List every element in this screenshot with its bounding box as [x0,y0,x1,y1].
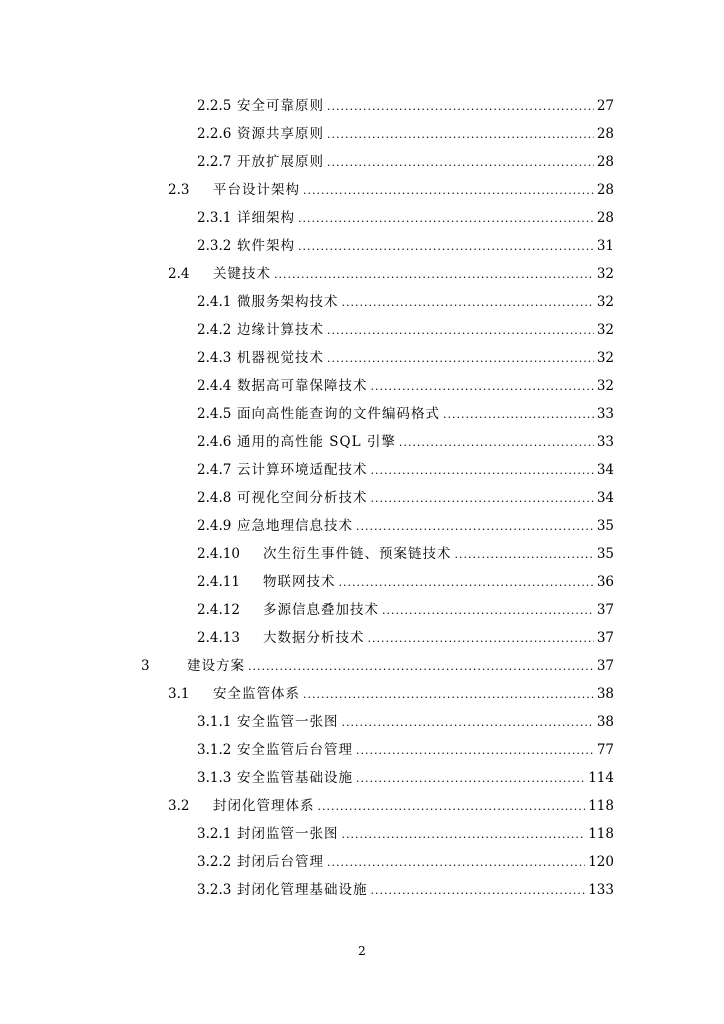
toc-entry[interactable] [197,708,614,730]
toc-entry-number: 2.4.11 [197,574,240,590]
toc-entry-page: 38 [596,686,614,702]
toc-entry-title: 安全监管后台管理 [237,742,353,758]
toc-leader-dots [382,604,594,618]
toc-entry[interactable] [168,260,614,282]
toc-entry[interactable] [197,428,614,450]
toc-leader-dots [455,548,594,562]
toc-leader-dots [327,100,594,114]
toc-entry-title: 安全监管一张图 [237,714,339,730]
toc-entry-page: 28 [596,126,614,142]
toc-entry[interactable] [197,736,614,758]
toc-entry-title: 详细架构 [237,210,295,226]
toc-leader-dots [342,828,586,842]
toc-entry-page: 34 [596,490,614,506]
toc-entry-title: 安全监管体系 [213,686,300,702]
toc-leader-dots [371,380,594,394]
toc-entry-title: 边缘计算技术 [237,322,324,338]
toc-entry-page: 133 [588,882,614,898]
toc-entry[interactable] [197,232,614,254]
toc-entry-page: 37 [596,630,614,646]
toc-entry-page: 32 [596,294,614,310]
toc-entry-title: 机器视觉技术 [237,350,324,366]
toc-entry-page: 32 [596,350,614,366]
toc-entry-title: 多源信息叠加技术 [263,602,379,618]
toc-entry-title: 开放扩展原则 [237,154,324,170]
toc-entry-page: 35 [596,518,614,534]
toc-entry-page: 118 [588,826,614,842]
toc-entry-number: 3.2.3 [197,882,232,898]
toc-entry-title: 数据高可靠保障技术 [237,378,368,394]
toc-entry-number: 2.4.4 [197,378,232,394]
toc-entry-number: 2.4 [168,266,190,282]
toc-entry-number: 3 [141,658,150,674]
toc-leader-dots [327,856,585,870]
toc-entry-page: 33 [596,406,614,422]
toc-entry-number: 2.4.1 [197,294,232,310]
toc-entry-title: 平台设计架构 [213,182,300,198]
toc-entry-title: 面向高性能查询的文件编码格式 [237,406,440,422]
toc-entry[interactable] [141,652,614,674]
toc-entry-page: 31 [596,238,614,254]
toc-entry-title: 资源共享原则 [237,126,324,142]
toc-entry[interactable] [197,204,614,226]
toc-entry-title: 安全监管基础设施 [237,770,353,786]
toc-entry-title: 云计算环境适配技术 [237,462,368,478]
toc-entry-page: 37 [596,602,614,618]
toc-entry-page: 35 [596,546,614,562]
toc-leader-dots [248,660,594,674]
toc-entry-page: 32 [596,266,614,282]
toc-entry-title: 封闭化管理基础设施 [237,882,368,898]
toc-leader-dots [303,688,594,702]
toc-leader-dots [303,184,594,198]
page-number-footer: 2 [358,944,366,958]
toc-entry-number: 3.2.2 [197,854,232,870]
toc-entry-title: 大数据分析技术 [263,630,365,646]
toc-entry[interactable] [197,92,614,114]
toc-leader-dots [327,324,594,338]
toc-entry-title: 建设方案 [187,658,245,674]
toc-leader-dots [327,156,594,170]
toc-entry-number: 2.4.12 [197,602,240,618]
toc-entry-page: 32 [596,378,614,394]
toc-entry-page: 28 [596,182,614,198]
toc-entry[interactable] [197,568,614,590]
toc-entry-number: 2.3.2 [197,238,232,254]
toc-entry-title: 微服务架构技术 [237,294,339,310]
toc-leader-dots [356,772,585,786]
toc-entry[interactable] [197,316,614,338]
toc-entry-title: 可视化空间分析技术 [237,490,368,506]
toc-entry-number: 2.2.5 [197,98,232,114]
toc-entry-title: 封闭化管理体系 [213,798,315,814]
toc-entry[interactable] [197,624,614,646]
toc-leader-dots [371,884,586,898]
toc-leader-dots [443,408,594,422]
toc-leader-dots [327,352,594,366]
toc-entry[interactable] [197,764,614,786]
toc-entry-number: 2.4.2 [197,322,232,338]
toc-entry[interactable] [168,792,614,814]
toc-entry-number: 2.4.5 [197,406,232,422]
toc-entry-title: 安全可靠原则 [237,98,324,114]
toc-entry-page: 34 [596,462,614,478]
toc-entry-title: 应急地理信息技术 [237,518,353,534]
toc-leader-dots [342,716,594,730]
toc-entry-title: 物联网技术 [263,574,336,590]
toc-entry-number: 2.4.7 [197,462,232,478]
toc-entry-number: 2.2.6 [197,126,232,142]
toc-entry[interactable] [197,484,614,506]
toc-entry-number: 2.4.10 [197,546,240,562]
toc-entry-title: 软件架构 [237,238,295,254]
toc-entry-number: 2.4.13 [197,630,240,646]
toc-entry-page: 120 [588,854,614,870]
toc-leader-dots [356,744,594,758]
toc-entry-number: 2.3 [168,182,190,198]
toc-entry-title: 封闭监管一张图 [237,826,339,842]
toc-entry-number: 3.1 [168,686,190,702]
toc-entry[interactable] [197,344,614,366]
toc-entry-page: 27 [596,98,614,114]
toc-entry-page: 28 [596,210,614,226]
toc-leader-dots [356,520,594,534]
toc-entry-number: 2.4.8 [197,490,232,506]
toc-entry-number: 2.4.3 [197,350,232,366]
toc-entry[interactable] [168,680,614,702]
toc-leader-dots [342,296,594,310]
toc-entry[interactable] [197,876,614,898]
toc-entry-number: 3.1.1 [197,714,232,730]
toc-entry-page: 33 [596,434,614,450]
toc-entry[interactable] [197,848,614,870]
toc-entry-title: 通用的高性能 SQL 引擎 [237,434,396,450]
toc-leader-dots [318,800,586,814]
toc-entry-page: 32 [596,322,614,338]
toc-entry-page: 77 [596,742,614,758]
toc-leader-dots [327,128,594,142]
toc-leader-dots [371,492,594,506]
toc-entry-page: 36 [596,574,614,590]
toc-leader-dots [368,632,594,646]
toc-entry-number: 2.4.9 [197,518,232,534]
toc-entry-number: 3.1.3 [197,770,232,786]
toc-leader-dots [399,436,594,450]
toc-entry-title: 封闭后台管理 [237,854,324,870]
toc-entry-page: 28 [596,154,614,170]
toc-entry-number: 3.2.1 [197,826,232,842]
toc-entry-number: 2.2.7 [197,154,232,170]
toc-entry-number: 3.1.2 [197,742,232,758]
toc-leader-dots [274,268,594,282]
toc-leader-dots [298,240,594,254]
toc-entry-title: 关键技术 [213,266,271,282]
toc-entry-page: 114 [588,770,614,786]
toc-entry[interactable] [197,148,614,170]
toc-entry[interactable] [197,596,614,618]
toc-entry[interactable] [197,512,614,534]
toc-leader-dots [339,576,594,590]
toc-entry[interactable] [197,540,614,562]
toc-entry-number: 2.4.6 [197,434,232,450]
toc-entry[interactable] [197,372,614,394]
toc-entry-page: 37 [596,658,614,674]
toc-entry-page: 118 [588,798,614,814]
toc-leader-dots [298,212,594,226]
toc-entry[interactable] [197,288,614,310]
toc-entry[interactable] [197,820,614,842]
toc-entry[interactable] [197,120,614,142]
toc-leader-dots [371,464,594,478]
toc-entry-number: 2.3.1 [197,210,232,226]
toc-entry[interactable] [197,456,614,478]
toc-entry-number: 3.2 [168,798,190,814]
toc-entry[interactable] [197,400,614,422]
toc-entry[interactable] [168,176,614,198]
toc-entry-page: 38 [596,714,614,730]
toc-entry-title: 次生衍生事件链、预案链技术 [263,546,452,562]
